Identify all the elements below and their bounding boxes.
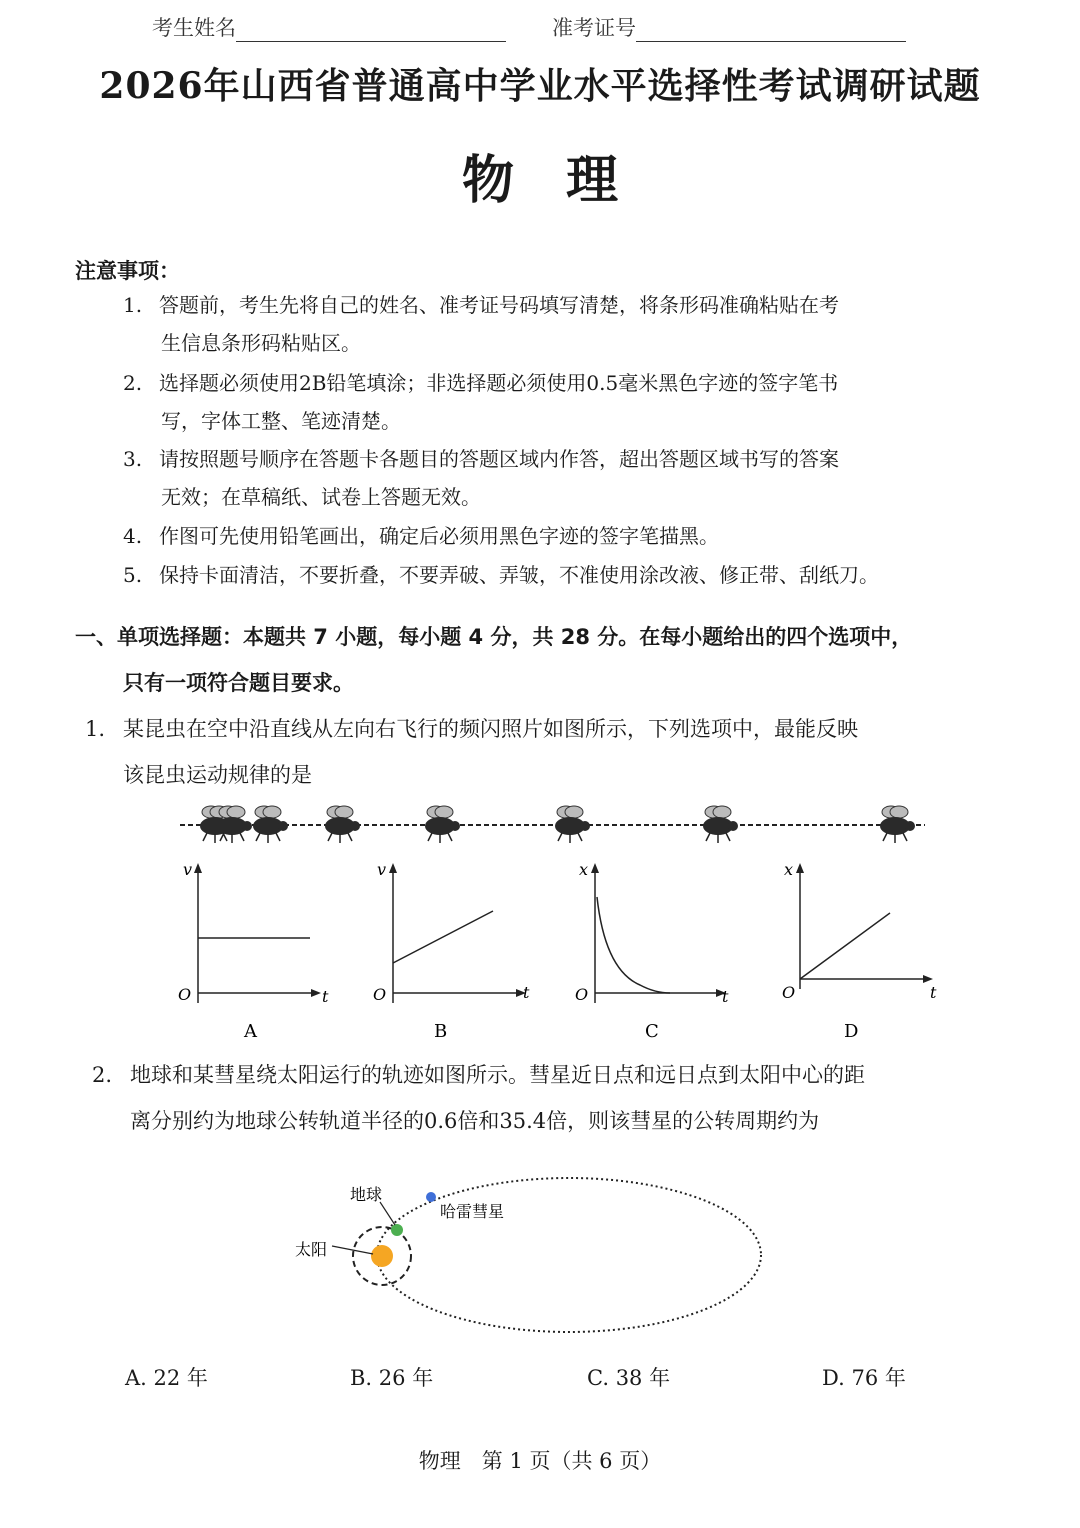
notice-text-cont: 生信息条形码粘贴区。	[161, 331, 361, 355]
comet	[426, 1192, 436, 1202]
notice-text: 选择题必须使用2B铅笔填涂；非选择题必须使用0.5毫米黑色字迹的签字笔书	[159, 371, 839, 395]
graph-b-curve	[393, 911, 493, 963]
graph-b	[373, 860, 530, 1042]
graph-xlabel: t	[930, 983, 937, 1002]
option-text: 26 年	[378, 1366, 434, 1390]
graph-origin: O	[782, 983, 796, 1002]
orbit-diagram	[280, 1170, 780, 1345]
graph-c-curve	[597, 897, 670, 993]
notice-item	[123, 364, 1003, 440]
section-line: 一、单项选择题：本题共 7 小题，每小题 4 分，共 28 分。在每小题给出的四个选项中，	[75, 625, 913, 649]
notice-item	[123, 286, 1003, 362]
graph-ylabel: x	[579, 860, 589, 879]
notice-num: 1.	[123, 293, 143, 317]
notice-text: 作图可先使用铅笔画出，确定后必须用黑色字迹的签字笔描黑。	[159, 524, 719, 548]
option-letter: C.	[587, 1366, 609, 1390]
sun-label: 太阳	[295, 1240, 328, 1259]
exam-title: 2026年山西省普通高中学业水平选择性考试调研试题	[99, 65, 981, 107]
graph-xlabel: t	[523, 983, 530, 1002]
graph-letter: B	[434, 1021, 448, 1042]
notice-num: 5.	[123, 563, 143, 587]
insect-strobe-figure	[170, 800, 940, 850]
notice-num: 3.	[123, 447, 143, 471]
option-text: 76 年	[851, 1366, 906, 1390]
graph-ylabel: x	[784, 860, 794, 879]
notice-text: 答题前，考生先将自己的姓名、准考证号码填写清楚，将条形码准确粘贴在考	[159, 293, 839, 317]
exam-id-field[interactable]	[552, 12, 906, 42]
insect-icon	[425, 806, 460, 843]
graph-letter: D	[844, 1021, 859, 1042]
graph-origin: O	[373, 985, 387, 1004]
notice-num: 4.	[123, 524, 143, 548]
graph-c	[575, 860, 729, 1042]
question-num: 1.	[85, 717, 106, 741]
graph-xlabel: t	[322, 987, 329, 1006]
graph-d	[782, 860, 937, 1042]
graph-ylabel: v	[377, 860, 387, 879]
notice-item	[123, 556, 1003, 594]
graph-letter: C	[645, 1021, 659, 1042]
graph-letter: A	[244, 1021, 257, 1042]
page-footer: 物理 第 1 页（共 6 页）	[418, 1449, 662, 1473]
question-text-cont: 该昆虫运动规律的是	[123, 763, 312, 787]
motion-graphs	[165, 855, 955, 1050]
insect-icon	[880, 806, 915, 843]
sun	[371, 1245, 393, 1267]
exam-id-underline	[636, 21, 906, 42]
option-d[interactable]	[822, 1362, 906, 1392]
notice-text-cont: 写，字体工整、笔迹清楚。	[161, 409, 401, 433]
option-a[interactable]	[125, 1362, 208, 1392]
earth-leader	[380, 1202, 395, 1225]
notice-item	[123, 440, 1003, 516]
name-label: 考生姓名	[152, 16, 236, 40]
comet-orbit	[377, 1178, 761, 1332]
insect-icon	[253, 806, 288, 843]
insect-icon	[703, 806, 738, 843]
option-text: 38 年	[615, 1366, 671, 1390]
question-text: 地球和某彗星绕太阳运行的轨迹如图所示。彗星近日点和远日点到太阳中心的距	[130, 1063, 865, 1087]
insect-icon	[555, 806, 590, 843]
notice-text: 保持卡面清洁，不要折叠，不要弄破、弄皱，不准使用涂改液、修正带、刮纸刀。	[159, 563, 879, 587]
name-field[interactable]	[152, 12, 506, 42]
option-b[interactable]	[350, 1362, 433, 1392]
name-underline	[236, 21, 506, 42]
graph-d-curve	[800, 913, 890, 979]
option-letter: A.	[125, 1366, 147, 1390]
question-text: 某昆虫在空中沿直线从左向右飞行的频闪照片如图所示，下列选项中，最能反映	[123, 717, 858, 741]
graph-a	[178, 860, 329, 1042]
graph-origin: O	[178, 985, 192, 1004]
graph-origin: O	[575, 985, 589, 1004]
earth	[391, 1224, 403, 1236]
option-c[interactable]	[587, 1362, 670, 1392]
question-2	[92, 1052, 1005, 1144]
notice-text-cont: 无效；在草稿纸、试卷上答题无效。	[161, 485, 481, 509]
graph-ylabel: v	[183, 860, 193, 879]
exam-id-label: 准考证号	[552, 16, 636, 40]
subject-title: 物 理	[461, 151, 618, 211]
question-1	[85, 706, 1005, 798]
question-text-cont: 离分别约为地球公转轨道半径的0.6倍和35.4倍，则该彗星的公转周期约为	[130, 1109, 820, 1133]
section-line: 只有一项符合题目要求。	[123, 671, 354, 695]
option-letter: B.	[350, 1366, 373, 1390]
section-heading	[75, 614, 1005, 706]
comet-label: 哈雷彗星	[440, 1202, 505, 1221]
notice-heading: 注意事项：	[75, 259, 180, 283]
notice-text: 请按照题号顺序在答题卡各题目的答题区域内作答，超出答题区域书写的答案	[159, 447, 839, 471]
option-text: 22 年	[153, 1366, 208, 1390]
graph-xlabel: t	[722, 987, 729, 1006]
notice-item	[123, 517, 1003, 555]
insect-icon	[217, 806, 252, 843]
insect-icon	[325, 806, 360, 843]
notice-num: 2.	[123, 371, 143, 395]
question-num: 2.	[92, 1063, 113, 1087]
option-letter: D.	[822, 1366, 845, 1390]
earth-label: 地球	[350, 1185, 383, 1204]
